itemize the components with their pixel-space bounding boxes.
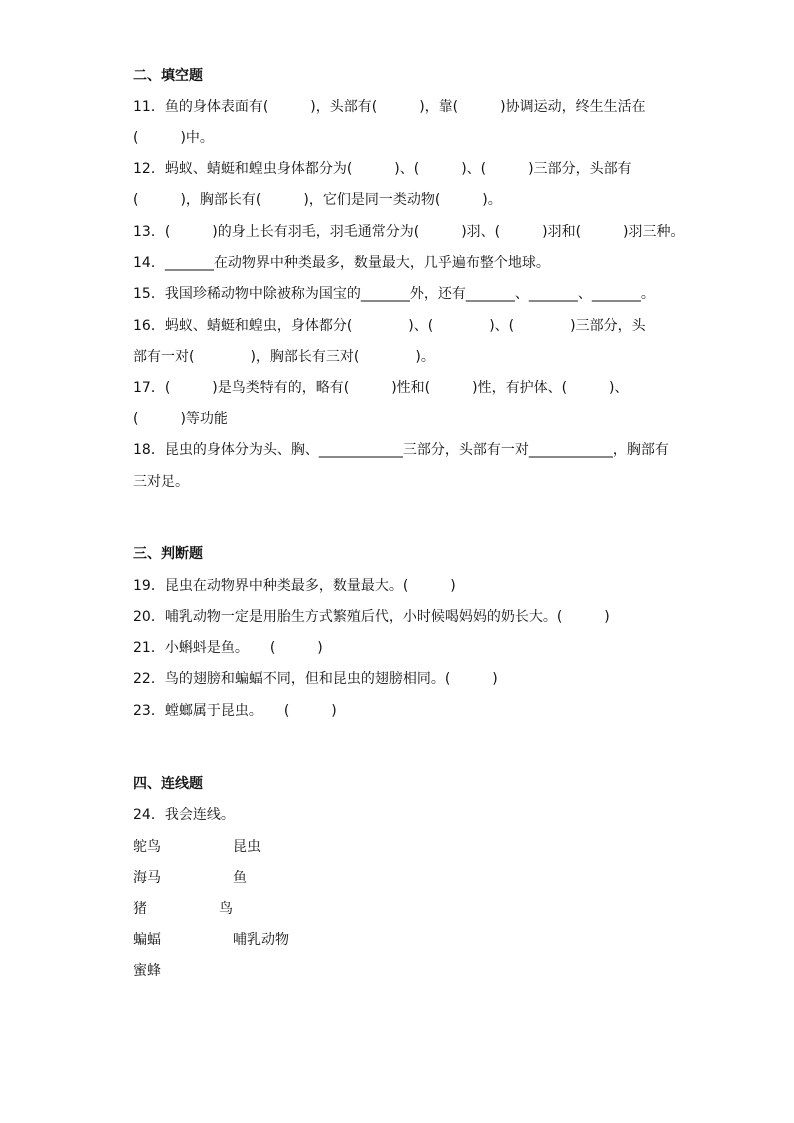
question-line: ( )，胸部长有( )，它们是同一类动物( )。 xyxy=(133,192,502,208)
question-line: 22．鸟的翅膀和蝙蝠不同，但和昆虫的翅膀相同。( ) xyxy=(133,671,498,687)
question-line: ( )等功能 xyxy=(133,411,228,427)
question-line: ( )中。 xyxy=(133,130,214,146)
section-heading-fill: 二、填空题 xyxy=(133,68,203,84)
match-right-item: 昆虫 xyxy=(233,839,261,855)
match-right-item: 鸟 xyxy=(219,901,233,917)
match-left-item: 猪 xyxy=(133,901,147,917)
match-left-item: 蜜蜂 xyxy=(133,963,161,979)
match-right-item: 哺乳动物 xyxy=(233,932,289,948)
match-left-item: 鸵鸟 xyxy=(133,839,161,855)
question-line: 15．我国珍稀动物中除被称为国宝的_______外，还有_______、_______、_______。 xyxy=(133,286,655,302)
match-left-item: 蝙蝠 xyxy=(133,932,161,948)
question-line: 23．螳螂属于昆虫。 ( ) xyxy=(133,703,337,719)
question-line: 12．蚂蚁、蜻蜓和蝗虫身体都分为( )、( )、( )三部分，头部有 xyxy=(133,161,632,177)
question-line: 21．小蝌蚪是鱼。 ( ) xyxy=(133,640,323,656)
question-line: 20．哺乳动物一定是用胎生方式繁殖后代，小时候喝妈妈的奶长大。( ) xyxy=(133,609,610,625)
match-right-item: 鱼 xyxy=(233,870,247,886)
question-line: 19．昆虫在动物界中种类最多，数量最大。( ) xyxy=(133,578,456,594)
question-line: 17．( )是鸟类特有的，略有( )性和( )性，有护体、( )、 xyxy=(133,380,629,396)
question-line: 11．鱼的身体表面有( )，头部有( )，靠( )协调运动，终生生活在 xyxy=(133,99,646,115)
question-line: 16．蚂蚁、蜻蜓和蝗虫，身体都分( )、( )、( )三部分，头 xyxy=(133,318,646,334)
question-line: 13．( )的身上长有羽毛，羽毛通常分为( )羽、( )羽和( )羽三种。 xyxy=(133,224,685,240)
question-line: 18．昆虫的身体分为头、胸、____________三部分，头部有一对____________，胸部有 xyxy=(133,442,669,458)
question-line: 14．_______在动物界中种类最多，数量最大，几乎遍布整个地球。 xyxy=(133,255,550,271)
match-left-item: 海马 xyxy=(133,870,161,886)
section-heading-match: 四、连线题 xyxy=(133,776,203,792)
question-line: 三对足。 xyxy=(133,474,189,490)
question-line: 24．我会连线。 xyxy=(133,807,235,823)
question-line: 部有一对( )，胸部长有三对( )。 xyxy=(133,349,435,365)
section-heading-judge: 三、判断题 xyxy=(133,546,203,562)
